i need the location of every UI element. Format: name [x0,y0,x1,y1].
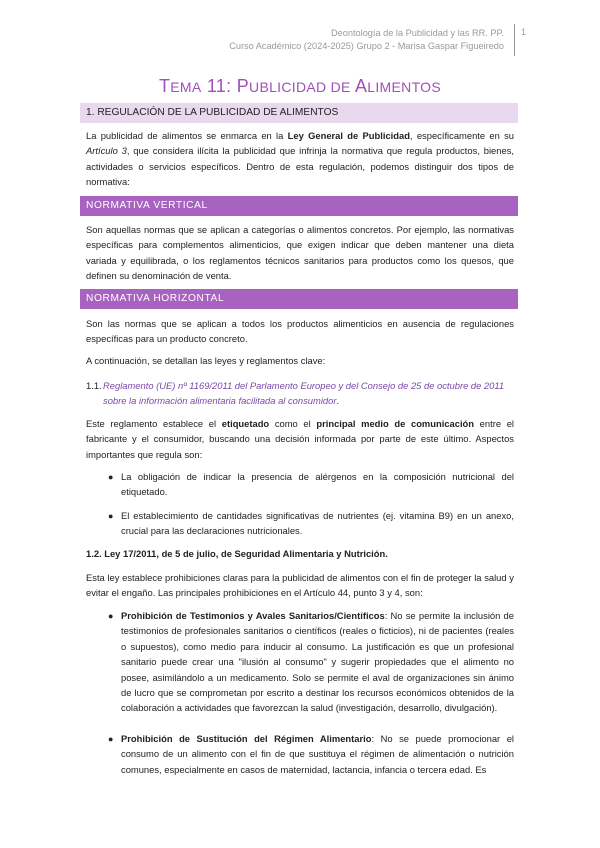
prohibition-title: Prohibición de Sustitución del Régimen Alimentario [121,733,372,744]
regulation-link-title[interactable] [103,378,514,409]
header-course-name: Deontología de la Publicidad y las RR. PP. [331,28,504,38]
prohibition-title: Prohibición de Testimonios y Avales Sanitarios/Científicos [121,610,385,621]
text-run: . [336,395,340,407]
list-item: El establecimiento de cantidades significativas de nutrientes (ej. vitamina B9) en un anexo, crucial para las declaraciones nutricionales. [121,510,514,537]
header-course-details: Curso Académico (2024-2025) Grupo 2 - Marisa Gaspar Figueiredo [229,41,504,51]
text-run: , específicamente en su [409,130,515,141]
law-name: Ley General de Publicidad [287,130,410,141]
bullet-icon: ● [108,734,114,744]
running-header [229,27,504,53]
keyword-etiquetado: etiquetado [221,418,270,429]
continuation-paragraph: A continuación, se detallan las leyes y reglamentos clave: [86,355,326,366]
text-run: : No se permite la inclusión de testimonios de profesionales sanitarios o científicos (reales o ficticios), ni de pacientes (reales o supuestos), como medio para inducir al consumo. La justificación es que un profesional sanitario puede crear una "ilusión al consumo" y sugerir propiedades que el alimento no posee, asimilándolo a un medicamento. Solo se permite el aval de organizaciones sin ánimo de lucro que se comprometan por escrito a destinar los recursos económicos obtenidos de la colaboración a actividades que favorezcan la salud (investigación, desarrollo, divulgación). [121,610,514,714]
title-part: UBLICIDAD DE [249,79,351,95]
bullet-icon: ● [108,472,114,482]
text-run: La publicidad de alimentos se enmarca en la [86,130,288,141]
section-heading: 1. REGULACIÓN DE LA PUBLICIDAD DE ALIMENTOS [80,103,518,123]
title-part: A [350,76,368,96]
keyword-medio-comunicacion: principal medio de comunicación [316,418,475,429]
title-part: EMA [170,79,202,95]
title-part: 11: P [201,76,250,96]
article-reference: Artículo 3 [86,145,127,157]
text-run: : No se puede promocionar el consumo de un alimento con el fin de que sustituya el régimen de alimentación o nutrición comunes, especialmente en casos de maternidad, lactancia, infancia o tercera edad. Es [121,733,514,775]
bullet-icon: ● [108,511,114,521]
regulation-link[interactable]: Reglamento (UE) nº 1169/2011 del Parlamento Europeo y del Consejo de 25 de octubre de 2011 sobre la información alimentaria facilitada al consumidor [103,380,505,407]
item2-paragraph: Esta ley establece prohibiciones claras para la publicidad de alimentos con el fin de proteger la salud y evitar el engaño. Las principales prohibiciones en el Artículo 44, punto 3 y 4, son: [86,572,514,599]
item1-paragraph [86,416,514,462]
normativa-vertical-band: NORMATIVA VERTICAL [80,196,518,216]
vertical-paragraph: Son aquellas normas que se aplican a categorías o alimentos concretos. Por ejemplo, las normativas específicas para complementos alimenticios, que exigen indicar que deben mantener una dieta variada y equilibrada, o los reglamentos técnicos sanitarios para productos como los quesos, que definen su denominación de venta. [86,224,514,282]
list-item: La obligación de indicar la presencia de alérgenos en la composición nutricional del etiquetado. [121,471,514,498]
horizontal-paragraph: Son las normas que se aplican a todos los productos alimenticios en ausencia de regulaciones específicas para un producto concreto. [86,318,514,345]
page-title [0,76,600,97]
page-number: 1 [521,27,527,37]
item2-heading: 1.2. Ley 17/2011, de 5 de julio, de Seguridad Alimentaria y Nutrición. [86,548,388,559]
intro-paragraph [86,128,514,190]
list-item [121,731,514,777]
text-run: como el [269,418,317,429]
title-part: LIMENTOS [367,79,441,95]
bullet-icon: ● [108,611,114,621]
header-divider [514,24,515,56]
normativa-horizontal-band: NORMATIVA HORIZONTAL [80,289,518,309]
item-number: 1.1. [86,380,102,391]
text-run: entre el fabricante y el consumidor, buscando una decisión informada por parte de este último. Aspectos importantes que regula son: [86,418,515,460]
text-run: Este reglamento establece el [86,418,222,429]
title-part: T [158,76,171,96]
list-item [121,608,514,716]
text-run: , que considera ilícita la publicidad que infrinja la normativa que regula productos, bienes, actividades o servicios específicos. Dentro de esta regulación, podemos distinguir dos tipos de normativa: [86,145,514,188]
